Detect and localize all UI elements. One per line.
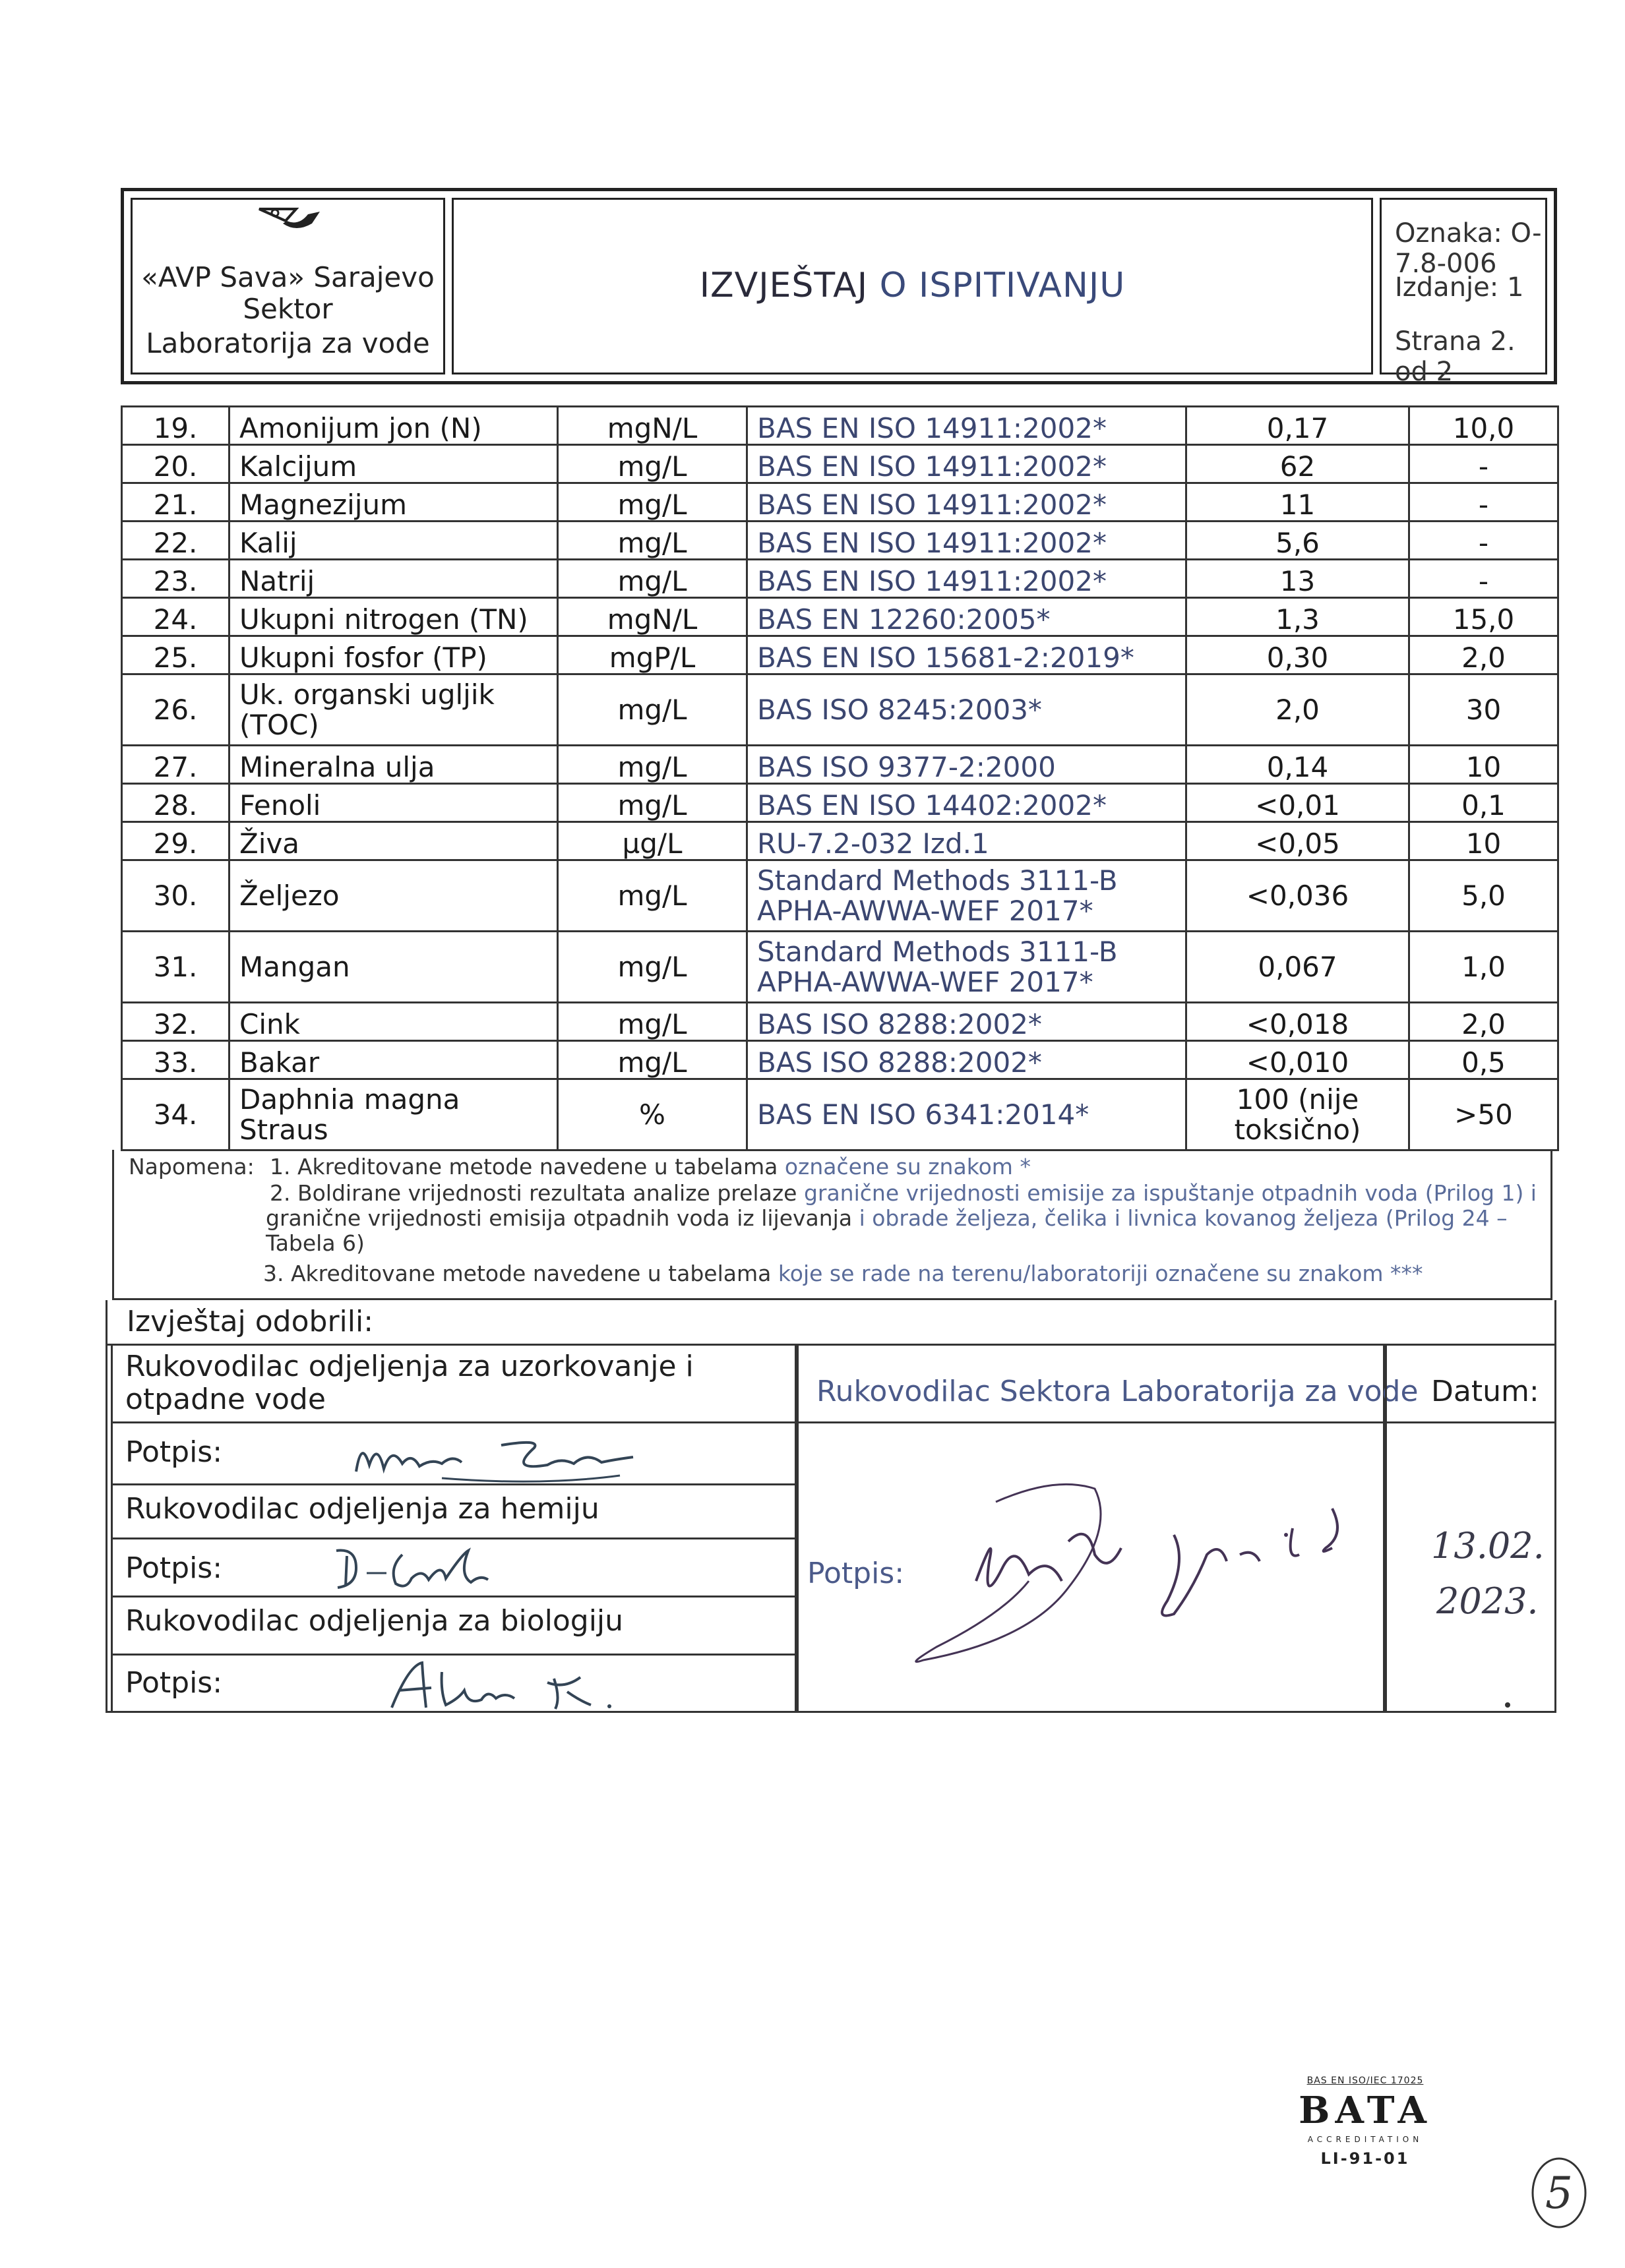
method: RU-7.2-032 Izd.1 [747,822,1186,860]
row-number: 32. [122,1003,230,1041]
table-row [122,445,1558,483]
unit: mg/L [558,860,747,932]
unit: mg/L [558,483,747,522]
limit-value: - [1409,560,1558,598]
unit: mgN/L [558,598,747,636]
approval-header: Izvještaj odobrili: [127,1305,374,1338]
limit-value: >50 [1409,1079,1558,1150]
method: Standard Methods 3111-B APHA-AWWA-WEF 2017* [747,860,1186,932]
row-number: 21. [122,483,230,522]
limit-value: 2,0 [1409,1003,1558,1041]
unit: mg/L [558,1003,747,1041]
table-row [122,784,1558,822]
document-meta-cell [1380,198,1547,387]
unit: µg/L [558,822,747,860]
row-number: 27. [122,746,230,784]
date-label: Datum: [1431,1375,1539,1408]
signature-3 [383,1659,646,1714]
result-value: 2,0 [1186,674,1409,746]
cert-standard: BAS EN ISO/IEC 17025 [1306,2075,1424,2086]
table-row [122,822,1558,860]
result-value: <0,01 [1186,784,1409,822]
org-name: «AVP Sava» Sarajevo [141,261,435,293]
table-row [122,407,1558,445]
unit: % [558,1079,747,1150]
potpis-label-3: Potpis: [125,1666,223,1700]
unit: mgN/L [558,407,747,445]
notes-section [112,1150,1552,1300]
row-number: 20. [122,445,230,483]
unit: mg/L [558,674,747,746]
unit: mg/L [558,1041,747,1079]
method: BAS EN ISO 14911:2002* [747,522,1186,560]
row-number: 23. [122,560,230,598]
result-value: 100 (nije toksično) [1186,1079,1409,1150]
organization-cell [131,198,445,374]
result-value: <0,018 [1186,1003,1409,1041]
result-value: 0,14 [1186,746,1409,784]
method: BAS EN ISO 14402:2002* [747,784,1186,822]
result-value: 1,3 [1186,598,1409,636]
signature-2 [330,1541,501,1597]
method: BAS ISO 9377-2:2000 [747,746,1186,784]
table-row [122,1079,1558,1150]
row-number: 31. [122,932,230,1003]
limit-value: 2,0 [1409,636,1558,674]
parameter-name: Ukupni nitrogen (TN) [230,598,558,636]
row-number: 28. [122,784,230,822]
unit: mg/L [558,445,747,483]
table-row [122,674,1558,746]
result-value: 0,067 [1186,932,1409,1003]
sector-head-label: Rukovodilac Sektora Laboratorija za vode [816,1375,1419,1408]
parameter-name: Ukupni fosfor (TP) [230,636,558,674]
unit: mg/L [558,746,747,784]
row-number: 30. [122,860,230,932]
limit-value: 0,5 [1409,1041,1558,1079]
date-value-day: 13.02. [1431,1525,1545,1567]
method: BAS EN ISO 14911:2002* [747,445,1186,483]
result-value: 0,30 [1186,636,1409,674]
parameter-name: Mineralna ulja [230,746,558,784]
potpis-label-2: Potpis: [125,1551,223,1585]
method: BAS EN ISO 15681-2:2019* [747,636,1186,674]
note-2-line3: Tabela 6) [266,1230,365,1256]
report-header [121,188,1557,387]
note-2: 2. Boldirane vrijednosti rezultata analize prelaze granične vrijednosti emisije za ispuštanje otpadnih voda (Prilog 1) i [270,1180,1537,1206]
document-edition: Izdanje: 1 [1395,272,1524,303]
document-code: Oznaka: O-7.8-006 [1395,218,1542,279]
parameter-name: Bakar [230,1041,558,1079]
title-cell [452,198,1373,374]
results-table [121,405,1557,1151]
table-row [122,483,1558,522]
limit-value: 10 [1409,822,1558,860]
parameter-name: Fenoli [230,784,558,822]
avp-sava-logo-icon [257,204,322,243]
parameter-name: Uk. organski ugljik (TOC) [230,674,558,746]
table-row [122,522,1558,560]
role-biology: Rukovodilac odjeljenja za biologiju [125,1604,624,1638]
org-sector: Sektor [243,293,333,325]
result-value: <0,036 [1186,860,1409,932]
parameter-name: Cink [230,1003,558,1041]
limit-value: 5,0 [1409,860,1558,932]
row-number: 33. [122,1041,230,1079]
parameter-name: Kalcijum [230,445,558,483]
row-number: 24. [122,598,230,636]
limit-value: 30 [1409,674,1558,746]
signature-sector-head [897,1449,1411,1686]
accreditation-stamp [1270,2075,1461,2180]
role-sampling-wastewater: Rukovodilac odjeljenja za uzorkovanje i otpadne vode [125,1350,694,1416]
parameter-name: Natrij [230,560,558,598]
method: BAS ISO 8245:2003* [747,674,1186,746]
limit-value: - [1409,522,1558,560]
method: BAS EN 12260:2005* [747,598,1186,636]
limit-value: 10 [1409,746,1558,784]
unit: mg/L [558,522,747,560]
method: BAS EN ISO 6341:2014* [747,1079,1186,1150]
result-value: 13 [1186,560,1409,598]
method: Standard Methods 3111-B APHA-AWWA-WEF 2017* [747,932,1186,1003]
row-number: 26. [122,674,230,746]
cert-accreditation: ACCREDITATION [1307,2135,1423,2144]
note-1: 1. Akreditovane metode navedene u tabelama označene su znakom * [270,1154,1031,1179]
method: BAS EN ISO 14911:2002* [747,560,1186,598]
row-number: 19. [122,407,230,445]
parameter-name: Željezo [230,860,558,932]
parameter-name: Daphnia magna Straus [230,1079,558,1150]
unit: mgP/L [558,636,747,674]
parameter-name: Amonijum jon (N) [230,407,558,445]
table-row [122,860,1558,932]
unit: mg/L [558,560,747,598]
row-number: 34. [122,1079,230,1150]
limit-value: 1,0 [1409,932,1558,1003]
cert-code: LI-91-01 [1320,2149,1410,2168]
note-2-line2: granične vrijednosti emisija otpadnih voda iz lijevanja i obrade željeza, čelika i livnica kovanog željeza (Prilog 24 – [266,1205,1508,1231]
limit-value: 10,0 [1409,407,1558,445]
approval-section [106,1300,1556,1713]
notes-label: Napomena: [129,1154,255,1179]
date-value-year: 2023. [1436,1580,1539,1622]
unit: mg/L [558,784,747,822]
limit-value: 15,0 [1409,598,1558,636]
result-value: 0,17 [1186,407,1409,445]
signature-1 [343,1425,646,1489]
cert-brand: BATA [1299,2089,1432,2132]
table-row [122,1003,1558,1041]
page-indicator: Strana 2. od 2 [1395,326,1516,387]
parameter-name: Živa [230,822,558,860]
table-row [122,598,1558,636]
potpis-label-sector: Potpis: [807,1557,905,1590]
method: BAS EN ISO 14911:2002* [747,407,1186,445]
table-row [122,636,1558,674]
method: BAS EN ISO 14911:2002* [747,483,1186,522]
role-chemistry: Rukovodilac odjeljenja za hemiju [125,1492,599,1526]
unit: mg/L [558,932,747,1003]
table-row [122,560,1558,598]
row-number: 29. [122,822,230,860]
potpis-label-1: Potpis: [125,1435,223,1469]
note-3: 3. Akreditovane metode navedene u tabelama koje se rade na terenu/laboratoriji označene su znakom *** [263,1261,1423,1286]
result-value: <0,010 [1186,1041,1409,1079]
result-value: 11 [1186,483,1409,522]
handwritten-page-number: 5 [1529,2153,1589,2232]
limit-value: - [1409,445,1558,483]
row-number: 22. [122,522,230,560]
method: BAS ISO 8288:2002* [747,1003,1186,1041]
result-value: 62 [1186,445,1409,483]
table-row [122,1041,1558,1079]
result-value: <0,05 [1186,822,1409,860]
parameter-name: Magnezijum [230,483,558,522]
limit-value: - [1409,483,1558,522]
org-lab: Laboratorija za vode [146,327,430,359]
table-row [122,932,1558,1003]
limit-value: 0,1 [1409,784,1558,822]
parameter-name: Mangan [230,932,558,1003]
report-title: IZVJEŠTAJ O ISPITIVANJU [699,266,1126,305]
result-value: 5,6 [1186,522,1409,560]
parameter-name: Kalij [230,522,558,560]
table-row [122,746,1558,784]
method: BAS ISO 8288:2002* [747,1041,1186,1079]
row-number: 25. [122,636,230,674]
